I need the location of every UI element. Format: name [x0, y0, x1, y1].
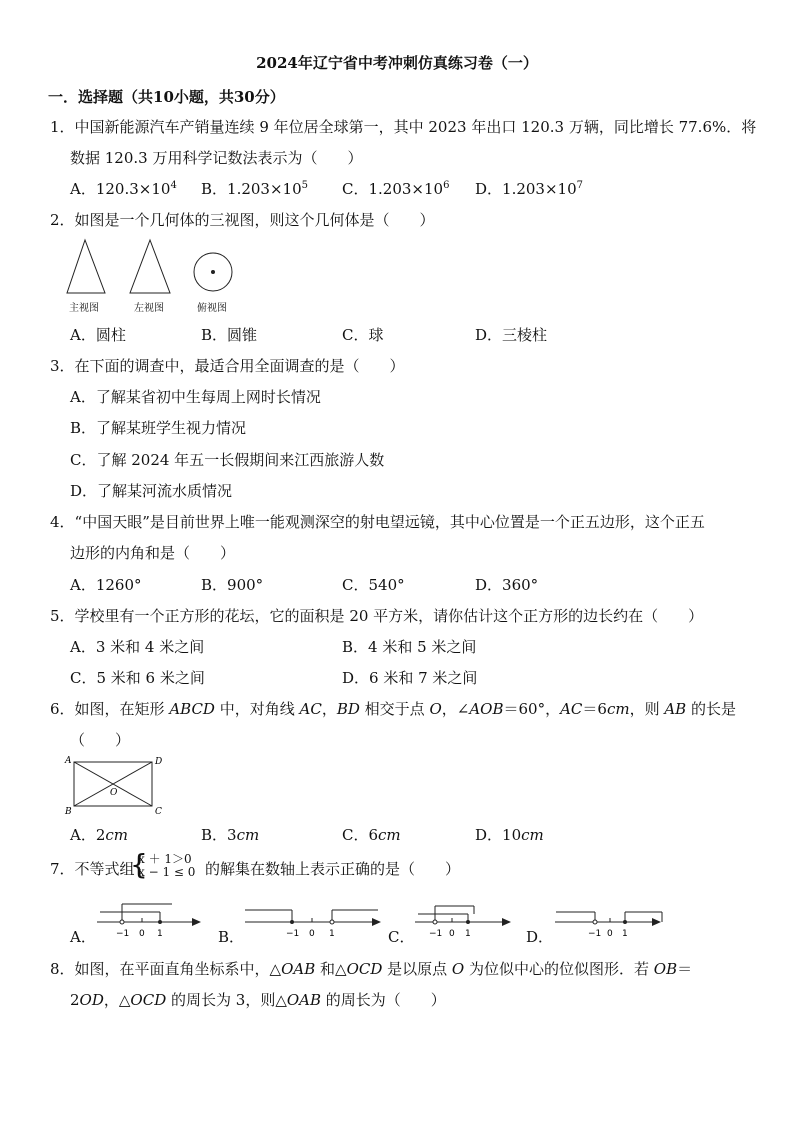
- label-o: O: [110, 788, 118, 798]
- q2-option-d[interactable]: D．三棱柱: [475, 326, 548, 344]
- q1-option-a[interactable]: [70, 180, 177, 198]
- q1-stem-line1: 1．中国新能源汽车产销量连续 9 年位居全球第一，其中 2023 年出口 120.3 万辆，同比增长 77.6%．将: [50, 118, 757, 136]
- q5-option-b[interactable]: B．4 米和 5 米之间: [342, 638, 477, 656]
- q6-rectangle-figure: [62, 754, 172, 820]
- q5-option-d[interactable]: D．6 米和 7 米之间: [342, 669, 478, 687]
- q2-stem: 2．如图是一个几何体的三视图，则这个几何体是（ ）: [50, 211, 435, 229]
- q6-var: AOB: [469, 700, 504, 718]
- q6-option-b[interactable]: [201, 826, 259, 844]
- q2-option-a[interactable]: A．圆柱: [70, 326, 126, 344]
- tick-label-minus1: −1: [429, 929, 443, 939]
- q8-text: 为位似中心的位似图形．若: [464, 960, 654, 978]
- q8-var: OCD: [346, 960, 383, 978]
- q8-stem-line2: [70, 991, 446, 1009]
- q1-option-a-base: A．120.3×10: [70, 180, 171, 198]
- tick-label-0: 0: [449, 929, 455, 939]
- front-view-caption: 主视图: [69, 303, 99, 314]
- q3-option-c[interactable]: C．了解 2024 年五一长假期间来江西旅游人数: [70, 451, 385, 469]
- exam-title: 2024年辽宁省中考冲刺仿真练习卷（一）: [256, 54, 538, 72]
- unit: cm: [105, 826, 129, 844]
- q1-option-d-exp: 7: [576, 180, 583, 191]
- label-b: B: [65, 807, 72, 817]
- q8-var: OAB: [286, 991, 322, 1009]
- q5-option-a[interactable]: A．3 米和 4 米之间: [70, 638, 205, 656]
- q8-var: OCD: [130, 991, 167, 1009]
- q6-option-c-value: C．6: [342, 826, 379, 844]
- q8-text: 和△: [315, 960, 347, 978]
- q8-var: OB: [653, 960, 678, 978]
- q6-var: ABCD: [169, 700, 215, 718]
- q8-text: 8．如图，在平面直角坐标系中，△: [50, 960, 282, 978]
- tick-label-0: 0: [607, 929, 613, 939]
- q2-three-views-figure: [60, 236, 240, 300]
- q3-option-b[interactable]: B．了解某班学生视力情况: [70, 419, 247, 437]
- inequality-1: x ＋ 1＞0: [138, 852, 192, 866]
- q6-stem-line1: [50, 700, 736, 718]
- q4-option-a[interactable]: A．1260°: [70, 576, 142, 594]
- q4-stem-line2: 边形的内角和是（ ）: [70, 544, 236, 562]
- q6-text: ，则: [629, 700, 665, 718]
- q1-option-d[interactable]: [475, 180, 583, 198]
- tick-label-1: 1: [329, 929, 335, 939]
- q8-text: 是以原点: [382, 960, 452, 978]
- q6-text: 相交于点: [359, 700, 430, 718]
- q4-stem-line1: 4．“中国天眼”是目前世界上唯一能观测深空的射电望远镜，其中心位置是一个正五边形，这个正五: [50, 513, 705, 531]
- q3-option-d[interactable]: D．了解某河流水质情况: [70, 482, 233, 500]
- q2-option-b[interactable]: B．圆锥: [201, 326, 258, 344]
- q6-stem-line2: （ ）: [70, 731, 131, 749]
- system-brace: {: [130, 848, 148, 881]
- q1-option-c-base: C．1.203×10: [342, 180, 444, 198]
- q4-option-c[interactable]: C．540°: [342, 576, 405, 594]
- q7-stem-suffix: 的解集在数轴上表示正确的是（ ）: [205, 860, 461, 878]
- left-view-caption: 左视图: [134, 303, 164, 314]
- q1-option-c-exp: 6: [443, 180, 450, 191]
- tick-label-0: 0: [309, 929, 315, 939]
- top-view-center-dot: [211, 270, 215, 274]
- label-d: D: [155, 757, 163, 767]
- inequality-2: x − 1 ≤ 0: [138, 865, 196, 879]
- q3-stem: 3．在下面的调查中，最适合用全面调查的是（ ）: [50, 357, 405, 375]
- unit: cm: [521, 826, 544, 844]
- q1-option-b-exp: 5: [301, 180, 308, 191]
- q1-option-a-exp: 4: [170, 180, 177, 191]
- q6-text: ＝6: [582, 700, 607, 718]
- section-heading: 一．选择题（共10小题，共30分）: [48, 88, 285, 106]
- q6-var: O: [429, 700, 442, 718]
- q4-option-d[interactable]: D．360°: [475, 576, 539, 594]
- q6-option-c[interactable]: [342, 826, 401, 844]
- q6-text: ，∠: [441, 700, 470, 718]
- q7-option-b-label[interactable]: B．: [218, 928, 245, 946]
- q8-text: 2: [70, 991, 80, 1009]
- q6-text: ＝60°，: [503, 700, 561, 718]
- q1-option-b-base: B．1.203×10: [201, 180, 302, 198]
- tick-label-minus1: −1: [588, 929, 602, 939]
- q6-text: ，: [321, 700, 337, 718]
- unit: cm: [236, 826, 260, 844]
- q6-option-a[interactable]: [70, 826, 128, 844]
- label-a: A: [65, 756, 72, 766]
- q8-var: O: [451, 960, 465, 978]
- q6-var: AC: [560, 700, 583, 718]
- q6-text: 的长是: [686, 700, 736, 718]
- top-view-caption: 俯视图: [197, 303, 227, 314]
- q6-option-d[interactable]: [475, 826, 544, 844]
- q8-var: OAB: [281, 960, 316, 978]
- q1-option-b[interactable]: [201, 180, 308, 198]
- q6-option-a-value: A．2: [70, 826, 106, 844]
- q6-option-b-value: B．3: [201, 826, 237, 844]
- tick-label-1: 1: [465, 929, 471, 939]
- q6-var: AB: [664, 700, 687, 718]
- q7-option-a-label[interactable]: A．: [70, 928, 96, 946]
- label-c: C: [155, 807, 162, 817]
- tick-label-1: 1: [157, 929, 163, 939]
- tick-label-0: 0: [139, 929, 145, 939]
- q7-option-c-label[interactable]: C．: [388, 928, 415, 946]
- q5-option-c[interactable]: C．5 米和 6 米之间: [70, 669, 205, 687]
- q8-text: 的周长为（ ）: [321, 991, 446, 1009]
- q7-option-d-label[interactable]: D．: [526, 928, 554, 946]
- q8-var: OD: [79, 991, 104, 1009]
- q1-stem-line2: 数据 120.3 万用科学记数法表示为（ ）: [70, 149, 363, 167]
- q2-option-c[interactable]: C．球: [342, 326, 384, 344]
- q7-option-c-number-line: [410, 898, 515, 946]
- left-view-triangle: [130, 240, 170, 293]
- tick-label-minus1: −1: [286, 929, 300, 939]
- q7-stem-prefix: 7．不等式组: [50, 860, 135, 878]
- q7-option-b-number-line: [240, 898, 385, 946]
- q6-var: cm: [606, 700, 630, 718]
- q8-text: ＝: [677, 960, 693, 978]
- tick-label-minus1: −1: [116, 929, 130, 939]
- q6-var: AC: [299, 700, 322, 718]
- q8-text: ，△: [103, 991, 131, 1009]
- q1-option-d-base: D．1.203×10: [475, 180, 577, 198]
- unit: cm: [378, 826, 401, 844]
- q3-option-a[interactable]: A．了解某省初中生每周上网时长情况: [70, 388, 321, 406]
- q1-option-c[interactable]: [342, 180, 449, 198]
- q6-option-d-value: D．10: [475, 826, 522, 844]
- q7-option-d-number-line: [550, 898, 670, 946]
- q6-text: 中，对角线: [214, 700, 300, 718]
- q5-stem: 5．学校里有一个正方形的花坛，它的面积是 20 平方米，请你估计这个正方形的边长约在（ ）: [50, 607, 704, 625]
- q8-text: 的周长为 3，则△: [166, 991, 287, 1009]
- q8-stem-line1: [50, 960, 692, 978]
- inequality-system: [138, 853, 195, 879]
- q6-text: 6．如图，在矩形: [50, 700, 170, 718]
- q6-var: BD: [336, 700, 360, 718]
- tick-label-1: 1: [622, 929, 628, 939]
- q7-option-a-number-line: [92, 898, 207, 946]
- q4-option-b[interactable]: B．900°: [201, 576, 264, 594]
- front-view-triangle: [67, 240, 105, 293]
